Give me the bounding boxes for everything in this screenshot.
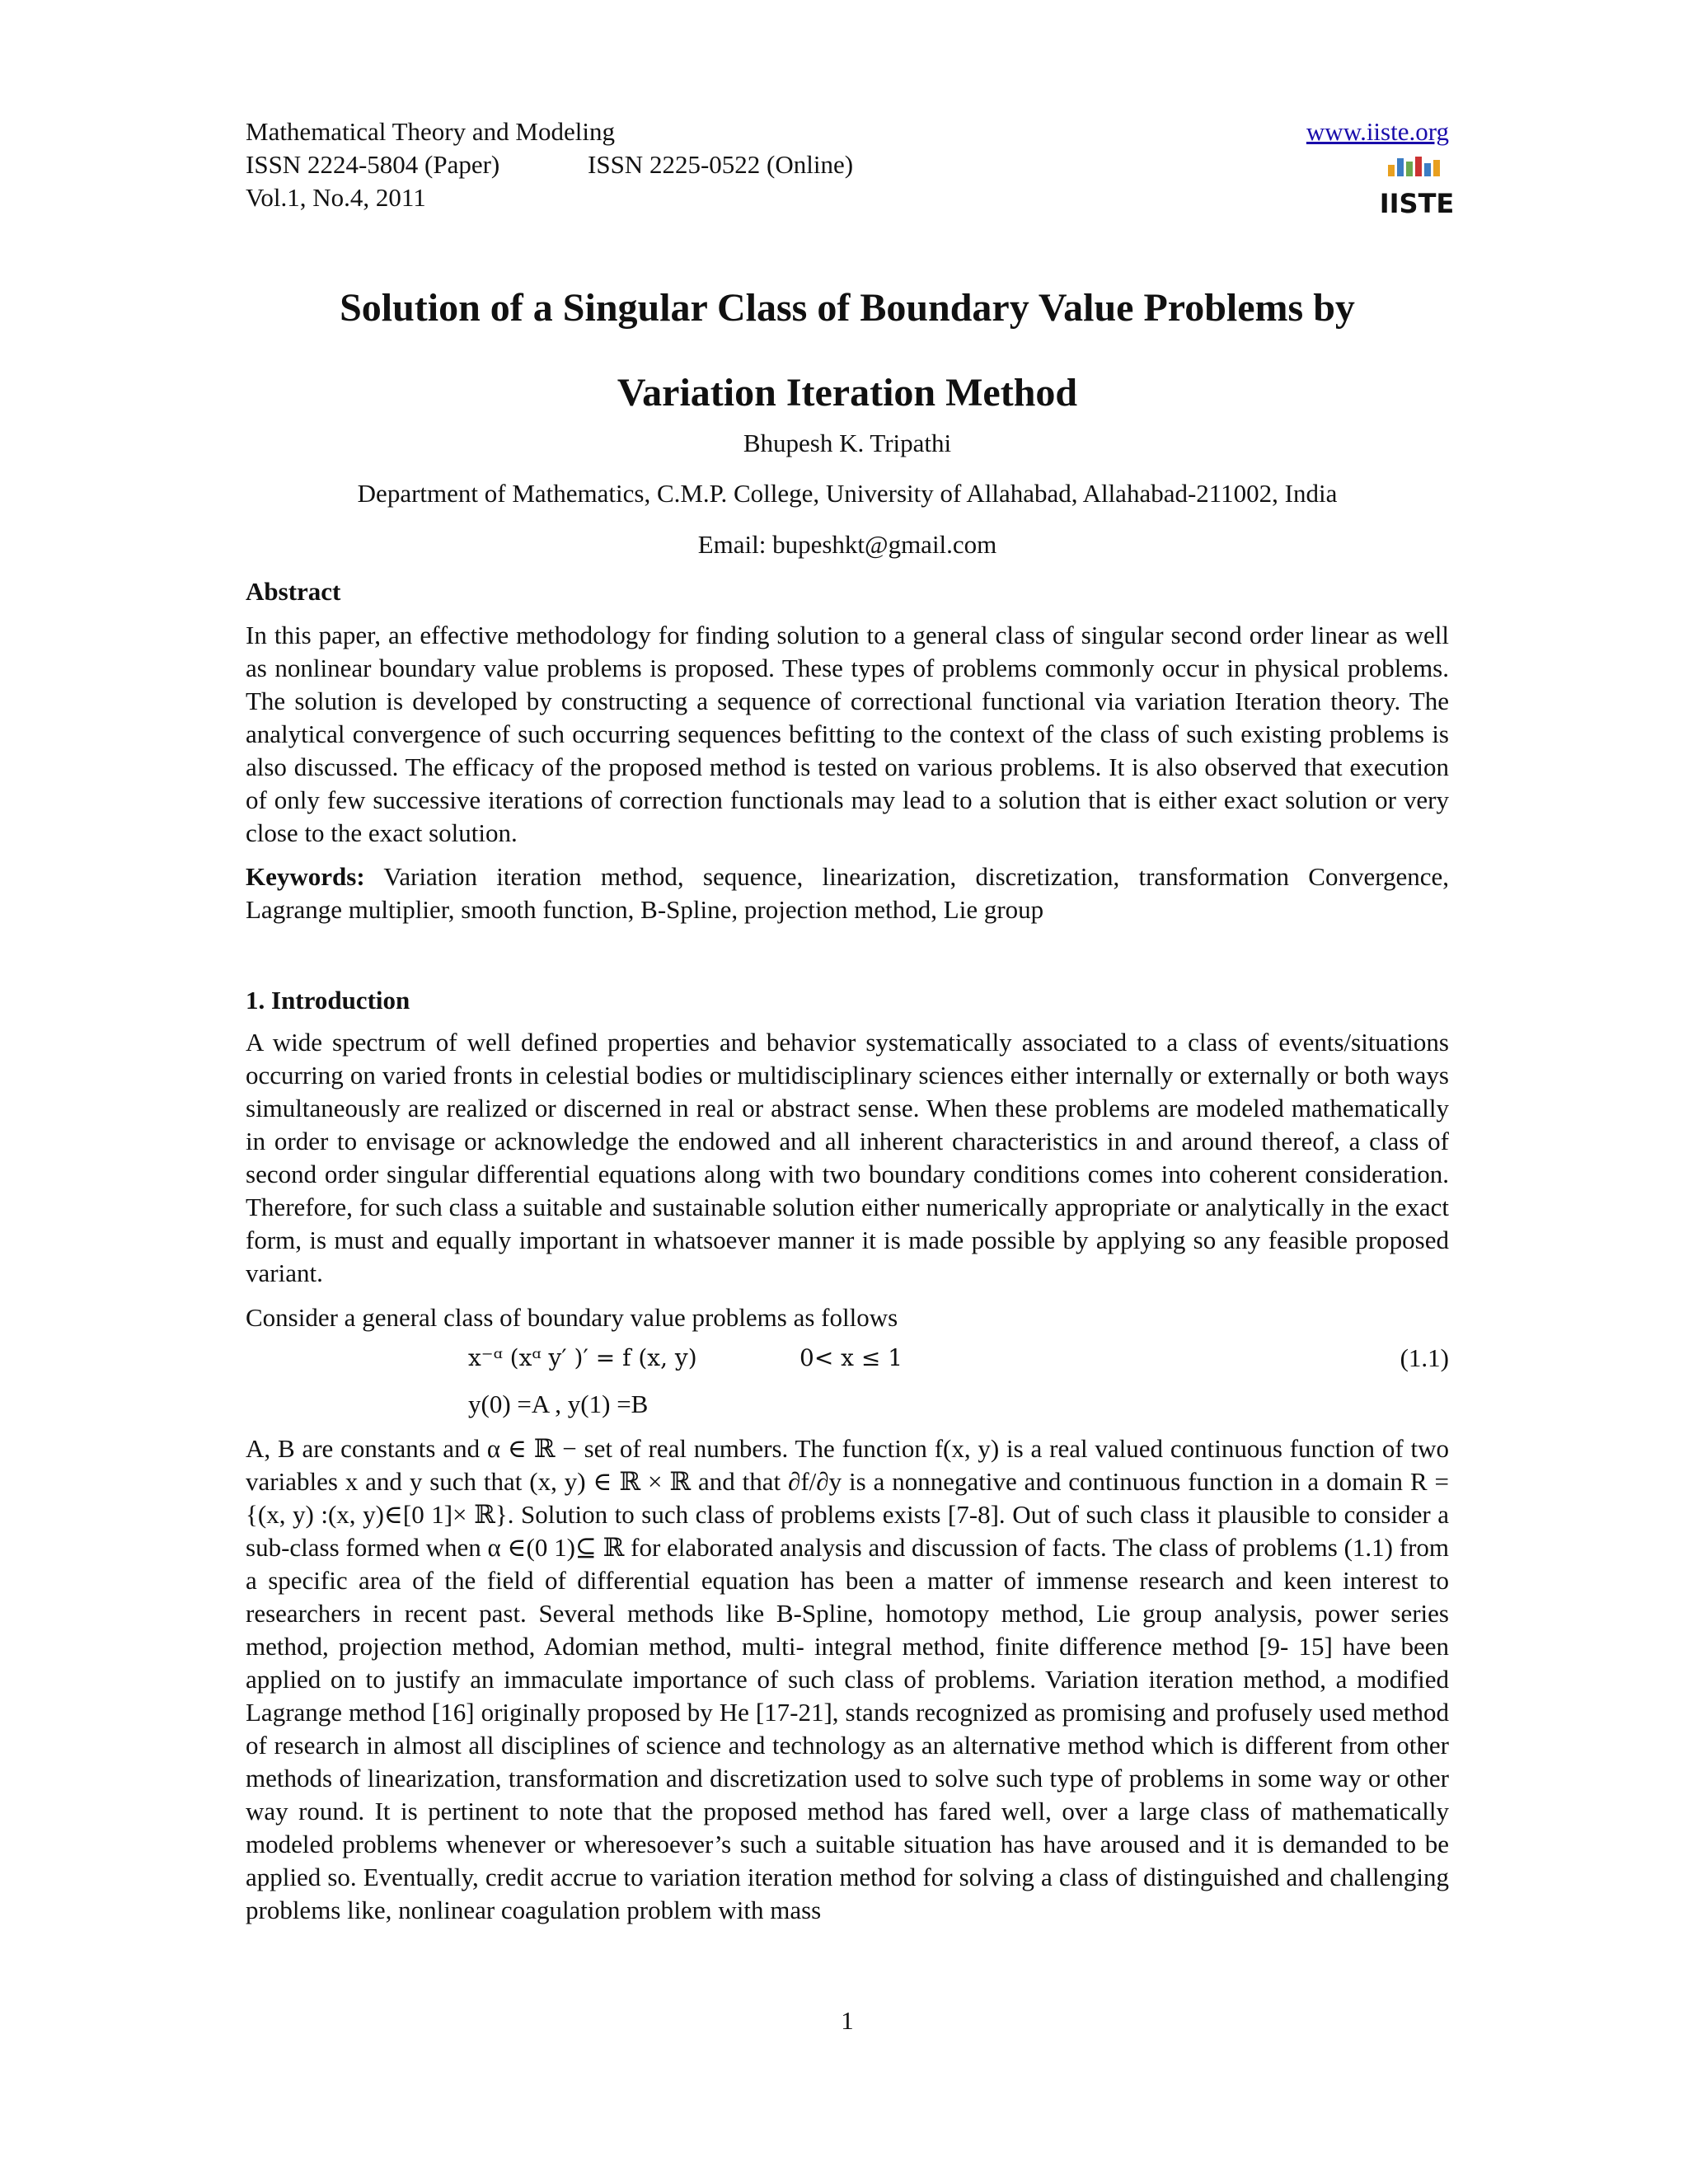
- keywords-list: Variation iteration method, sequence, linearization, discretization, transformation Convergence, Lagrange multiplier, smooth function, B-Spline, projection method, Lie group: [246, 862, 1449, 924]
- keywords: [246, 860, 1449, 926]
- consider-line: Consider a general class of boundary value problems as follows: [246, 1303, 898, 1332]
- author-email: Email: bupeshkt@gmail.com: [697, 530, 997, 559]
- intro-paragraph: A wide spectrum of well defined properties and behavior systematically associated to a class of events/situations occurring on varied fronts in celestial bodies or multidisciplinary sciences either internally or externally or both ways simultaneously are realized or discerned in real or abstract sense. When these problems are modeled mathematically in order to envisage or acknowledge the endowed and all inherent characteristics in and around thereof, a class of second order singular differential equations along with two boundary conditions comes into coherent consideration. Therefore, for such class a suitable and sustainable solution either numerically appropriate or analytically in the exact form, is must and equally important in whatsoever manner it is made possible by applying so any feasible proposed variant.: [246, 1028, 1449, 1287]
- website-link[interactable]: www.iiste.org: [1306, 117, 1449, 146]
- journal-name: Mathematical Theory and Modeling: [246, 117, 615, 146]
- title-line-2: Variation Iteration Method: [617, 371, 1078, 415]
- author-affiliation: Department of Mathematics, C.M.P. College, University of Allahabad, Allahabad-211002, India: [357, 479, 1338, 508]
- issn-row: [246, 148, 1449, 181]
- boundary-conditions: y(0) =A , y(1) =B: [468, 1390, 649, 1418]
- iiste-logo-icon: [1379, 155, 1455, 219]
- page-number: 1: [841, 2006, 854, 2035]
- equation-number: (1.1): [1400, 1343, 1449, 1372]
- keywords-label: Keywords:: [246, 862, 365, 891]
- issn-online: ISSN 2225-0522 (Online): [588, 150, 854, 179]
- title-line-1: Solution of a Singular Class of Boundary Value Problems by: [340, 286, 1355, 330]
- abstract-heading: Abstract: [246, 577, 341, 606]
- paper-title: [246, 265, 1449, 435]
- svg-text:IISTE: IISTE: [1379, 188, 1455, 219]
- volume-info: Vol.1, No.4, 2011: [246, 183, 426, 212]
- equation-1-1: x⁻ᵅ (xᵅ y′ )′ = f (x, y): [468, 1344, 697, 1371]
- issn-print: ISSN 2224-5804 (Paper): [246, 150, 500, 179]
- main-paragraph: A, B are constants and α ∈ ℝ − set of real numbers. The function f(x, y) is a real valued continuous function of two variables x and y such that (x, y) ∈ ℝ × ℝ and that ∂f/∂y is a nonnegative and continuous function in a domain R = {(x, y) :(x, y)∈[0 1]× ℝ}. Solution to such class of problems exists [7-8]. Out of such class it plausible to consider a sub-class formed when α ∈(0 1)⊆ ℝ for elaborated analysis and discussion of facts. The class of problems (1.1) from a specific area of the field of differential equation has been a matter of immense research and keen interest to researchers in recent past. Several methods like B-Spline, homotopy method, Lie group analysis, power series method, projection method, Adomian method, multi- integral method, finite difference method [9- 15] have been applied on to justify an immaculate importance of such class of problems. Variation iteration method, a modified Lagrange method [16] originally proposed by He [17-21], stands recognized as promising and profusely used method of research in almost all disciplines of science and technology as an alternative method which is different from other methods of linearization, transformation and discretization used to solve such type of problems in some way or other way round. It is pertinent to note that the proposed method has fared well, over a large class of mathematically modeled problems whenever or wheresoever’s such a suitable situation has have aroused and it is demanded to be applied so. Eventually, credit accrue to variation iteration method for solving a class of distinguished and challenging problems like, nonlinear coagulation problem with mass: [246, 1434, 1450, 1924]
- journal-header: [246, 115, 1455, 219]
- intro-heading: 1. Introduction: [246, 986, 410, 1015]
- author-name: Bhupesh K. Tripathi: [743, 429, 952, 457]
- abstract-text: In this paper, an effective methodology for finding solution to a general class of singular second order linear as well as nonlinear boundary value problems is proposed. These types of problems commonly occur in physical problems. The solution is developed by constructing a sequence of correctional functional via variation Iteration theory. The analytical convergence of such occurring sequences befitting to the context of the class of such existing problems is also discussed. The efficacy of the proposed method is tested on various problems. It is also observed that execution of only few successive iterations of correction functionals may lead to a solution that is either exact solution or very close to the exact solution.: [246, 621, 1449, 847]
- equation-domain: 0< x ≤ 1: [799, 1344, 903, 1371]
